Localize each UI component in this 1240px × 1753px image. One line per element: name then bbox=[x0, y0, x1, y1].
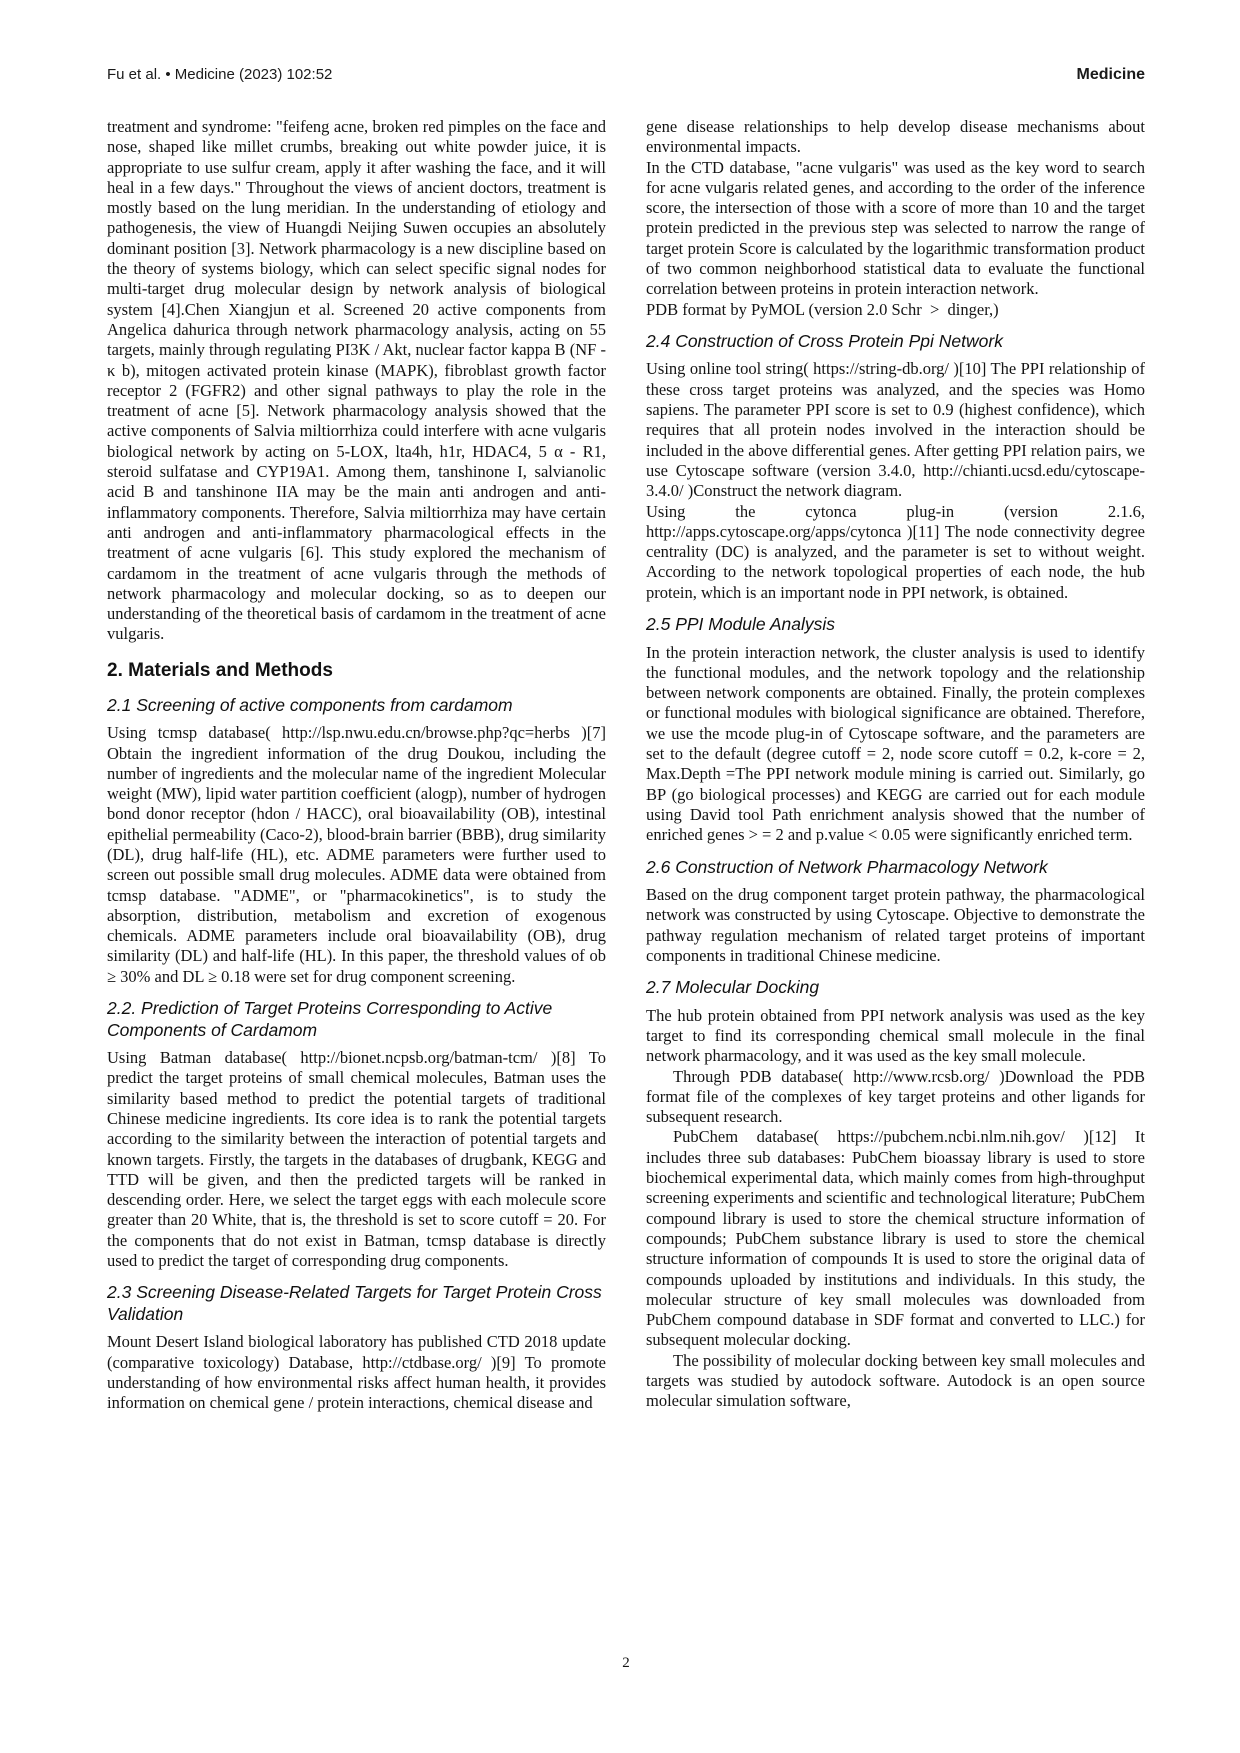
paragraph: Using Batman database( http://bionet.ncpsb.org/batman-tcm/ )[8] To predict the target proteins of small chemical molecules, Batman uses the similarity based method to predict the potential targets of traditional Chinese medicine ingredients. Its core idea is to rank the potential targets according to the similarity between the interaction of potential targets and known targets. Firstly, the targets in the databases of drugbank, KEGG and TTD will be given, and then the predicted targets will be ranked in descending order. Here, we select the target eggs with each molecule score greater than 20 White, that is, the threshold is set to score cutoff = 20. For the components that do not exist in Batman, tcmsp database is directly used to predict the target of corresponding drug components. bbox=[107, 1048, 606, 1271]
paragraph: Mount Desert Island biological laboratory has published CTD 2018 update (comparative toxicology) Database, http://ctdbase.org/ )[9] To promote understanding of how environmental risks affect human health, it provides information on chemical gene / protein interactions, chemical disease and bbox=[107, 1332, 606, 1413]
page-footer bbox=[107, 1655, 1145, 1672]
left-column bbox=[107, 117, 606, 1414]
two-column-body bbox=[107, 117, 1145, 1414]
paragraph: Using tcmsp database( http://lsp.nwu.edu.cn/browse.php?qc=herbs )[7] Obtain the ingredient information of the drug Doukou, including the number of ingredients and the molecular name of the ingredient Molecular weight (MW), lipid water partition coefficient (alogp), number of hydrogen bond donor receptor (hdon / HACC), oral bioavailability (OB), intestinal epithelial permeability (Caco-2), blood-brain barrier (BBB), drug similarity (DL), drug half-life (HL), etc. ADME parameters were further used to screen out possible small drug molecules. ADME data were obtained from tcmsp database. "ADME", or "pharmacokinetics", is to study the absorption, distribution, metabolism and excretion of exogenous chemicals. ADME parameters include oral bioavailability (OB), drug similarity (DL) and half-life (HL). In this paper, the threshold values of ob ≥ 30% and DL ≥ 0.18 were set for drug component screening. bbox=[107, 723, 606, 986]
paragraph: Based on the drug component target protein pathway, the pharmacological network was constructed by using Cytoscape. Objective to demonstrate the pathway regulation mechanism of related target proteins of important components in traditional Chinese medicine. bbox=[646, 885, 1145, 965]
paragraph: The possibility of molecular docking between key small molecules and targets was studied by autodock software. Autodock is an open source molecular simulation software, bbox=[646, 1350, 1145, 1411]
subsection-heading: 2.5 PPI Module Analysis bbox=[646, 614, 836, 635]
subsection-heading: 2.1 Screening of active components from cardamom bbox=[107, 694, 513, 715]
paragraph: In the CTD database, "acne vulgaris" was used as the key word to search for acne vulgaris related genes, and according to the order of the inference score, the intersection of those with a score of more than 10 and the target protein predicted in the previous step was selected to narrow the range of target protein Score is calculated by the logarithmic transformation product of two common neighborhood statistical data to evaluate the functional correlation between proteins in protein interaction network. bbox=[646, 157, 1145, 299]
paragraph: Using online tool string( https://string-db.org/ )[10] The PPI relationship of these cross target proteins was analyzed, and the species was Homo sapiens. The parameter PPI score is set to 0.9 (highest confidence), which requires that all protein nodes involved in the interaction should be included in the above differential genes. After getting PPI relation pairs, we use Cytoscape software (version 3.4.0, http://chianti.ucsd.edu/cytoscape-3.4.0/ )Construct the network diagram. bbox=[646, 359, 1145, 501]
subsection-heading: 2.4 Construction of Cross Protein Ppi Network bbox=[646, 330, 1003, 351]
paragraph: Using the cytonca plug-in (version 2.1.6, http://apps.cytoscape.org/apps/cytonca )[11] The node connectivity degree centrality (DC) is analyzed, and the parameter is set to without weight. According to the network topological properties of each node, the hub protein, which is an important node in PPI network, is obtained. bbox=[646, 501, 1145, 602]
journal-name: Medicine bbox=[1076, 66, 1145, 83]
running-head bbox=[107, 66, 1145, 84]
subsection-heading: 2.2. Prediction of Target Proteins Corresponding to Active Components of Cardamom bbox=[107, 998, 553, 1040]
paragraph: In the protein interaction network, the cluster analysis is used to identify the functional modules, and the network topology and the relationship between network components are obtained. Finally, the protein complexes or functional modules with biological significance are obtained. Therefore, we use the mcode plug-in of Cytoscape software, and the parameters are set to the default (degree cutoff = 2, node score cutoff = 0.2, k-core = 2, Max.Depth =The PPI network module mining is carried out. Similarly, go BP (go biological processes) and KEGG are carried out for each module using David tool Path enrichment analysis showed that the number of enriched genes > = 2 and p.value < 0.05 were significantly enriched term. bbox=[646, 642, 1145, 845]
section-heading: 2. Materials and Methods bbox=[107, 659, 333, 681]
paragraph: The hub protein obtained from PPI network analysis was used as the key target to find its corresponding chemical small molecule in the final network pharmacology, and it was used as the key small molecule. bbox=[646, 1005, 1145, 1066]
paragraph: PubChem database( https://pubchem.ncbi.nlm.nih.gov/ )[12] It includes three sub databases: PubChem bioassay library is used to store biochemical experimental data, which mainly comes from high-throughput screening experiments and scientific and technological literature; PubChem compound library is used to store the chemical structure information of compounds; PubChem substance library is used to store the chemical structure information of compounds It is used to store the original data of compounds uploaded by institutions and individuals. In this study, the molecular structure of key small molecules was downloaded from PubChem compound database in SDF format and converted to LLC.) for subsequent molecular docking. bbox=[646, 1127, 1145, 1350]
right-column bbox=[646, 117, 1145, 1414]
paragraph: PDB format by PyMOL (version 2.0 Schr > dinger,) bbox=[646, 299, 999, 319]
subsection-heading: 2.7 Molecular Docking bbox=[646, 977, 820, 998]
subsection-heading: 2.3 Screening Disease-Related Targets for Target Protein Cross Validation bbox=[107, 1282, 602, 1324]
paragraph: treatment and syndrome: "feifeng acne, broken red pimples on the face and nose, shaped like millet crumbs, breaking out white powder juice, it is appropriate to use sulfur cream, apply it after washing the face, and it will heal in a few days." Throughout the views of ancient doctors, treatment is mostly based on the lung meridian. In the understanding of etiology and pathogenesis, the view of Huangdi Neijing Suwen occupies an absolutely dominant position [3]. Network pharmacology is a new discipline based on the theory of systems biology, which can select specific signal nodes for multi-target drug molecular design by network analysis of biological system [4].Chen Xiangjun et al. Screened 20 active components from Angelica dahurica through network pharmacology analysis, acting on 55 targets, mainly through regulating PI3K / Akt, nuclear factor kappa B (NF - κ b), mitogen activated protein kinase (MAPK), fibroblast growth factor receptor 2 (FGFR2) and other signal pathways to play the role in the treatment of acne [5]. Network pharmacology analysis showed that the active components of Salvia miltiorrhiza could interfere with acne vulgaris biological network by acting on 5-LOX, lta4h, h1r, HDAC4, 5 α - R1, steroid sulfatase and CYP19A1. Among them, tanshinone I, salvianolic acid B and tanshinone IIA may be the main anti androgen and anti-inflammatory components. Therefore, Salvia miltiorrhiza may have certain anti androgen and anti-inflammatory pharmacological effects in the treatment of acne vulgaris [6]. This study explored the mechanism of cardamom in the treatment of acne vulgaris through the methods of network pharmacology and molecular docking, so as to deepen our understanding of the theoretical basis of cardamom in the treatment of acne vulgaris. bbox=[107, 117, 606, 644]
subsection-heading: 2.6 Construction of Network Pharmacology Network bbox=[646, 856, 1048, 877]
running-head-citation: Fu et al. • Medicine (2023) 102:52 bbox=[107, 66, 333, 83]
paragraph: Through PDB database( http://www.rcsb.org/ )Download the PDB format file of the complexes of key target proteins and other ligands for subsequent research. bbox=[646, 1066, 1145, 1127]
paragraph: gene disease relationships to help develop disease mechanisms about environmental impacts. bbox=[646, 117, 1145, 157]
page-number: 2 bbox=[622, 1655, 630, 1671]
